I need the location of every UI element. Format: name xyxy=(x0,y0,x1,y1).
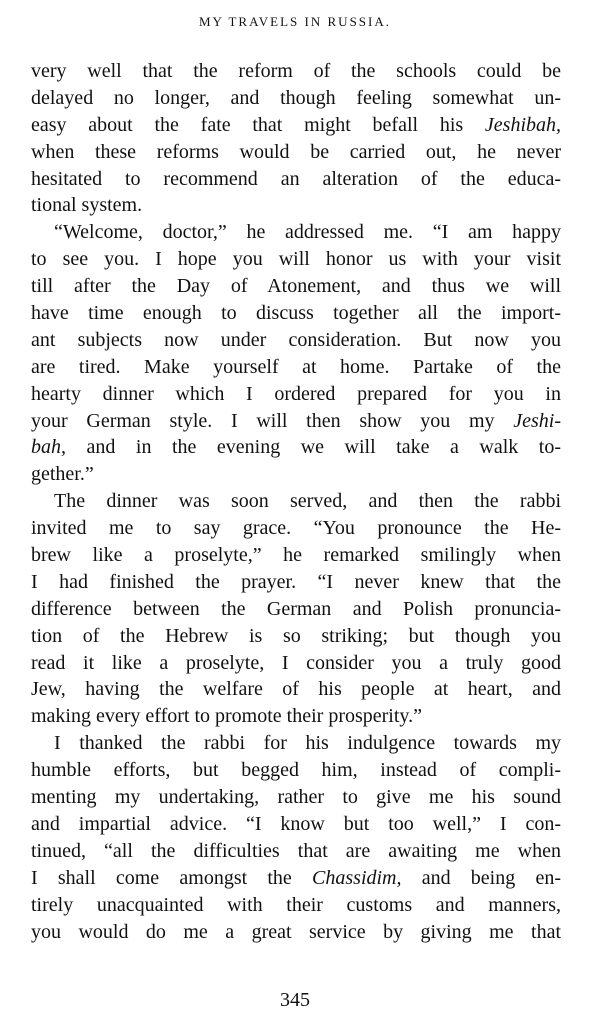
text-span: hesitated to recommend an alteration of the educa- xyxy=(31,167,561,190)
body-text xyxy=(31,58,561,945)
text-span: and being en- xyxy=(401,866,561,889)
text-line xyxy=(31,219,561,246)
italic-text: bah, xyxy=(31,436,66,459)
text-span: invited me to say grace. “You pronounce the He- xyxy=(31,517,561,540)
text-line xyxy=(31,919,561,946)
text-line xyxy=(31,488,561,515)
text-line xyxy=(31,300,561,327)
text-line xyxy=(31,892,561,919)
text-line xyxy=(31,434,561,461)
text-span: tirely unacquainted with their customs and manners, xyxy=(31,893,561,916)
text-span: Jew, having the welfare of his people at heart, and xyxy=(31,678,561,701)
text-line xyxy=(31,354,561,381)
text-span: I had finished the prayer. “I never knew that the xyxy=(31,570,561,593)
text-line xyxy=(31,542,561,569)
italic-text: Chassidim, xyxy=(312,866,402,889)
text-span: making every effort to promote their prosperity.” xyxy=(31,705,422,728)
text-line xyxy=(31,703,561,730)
text-span: hearty dinner which I ordered prepared for you in xyxy=(31,382,561,405)
text-line xyxy=(31,461,561,488)
text-line xyxy=(31,596,561,623)
text-line xyxy=(31,408,561,435)
text-span: The dinner was soon served, and then the rabbi xyxy=(54,490,561,513)
text-span: tion of the Hebrew is so striking; but though you xyxy=(31,624,561,647)
text-line xyxy=(31,865,561,892)
text-span: menting my undertaking, rather to give me his sound xyxy=(31,786,561,809)
text-span: difference between the German and Polish pronuncia- xyxy=(31,597,561,620)
running-head: MY TRAVELS IN RUSSIA. xyxy=(198,14,391,29)
text-span: gether.” xyxy=(31,463,94,486)
text-line xyxy=(31,676,561,703)
text-span: humble efforts, but begged him, instead of compli- xyxy=(31,759,561,782)
text-line xyxy=(31,784,561,811)
text-span: delayed no longer, and though feeling somewhat un- xyxy=(31,86,561,109)
text-line xyxy=(31,811,561,838)
page-number: 345 xyxy=(280,989,310,1011)
text-span: when these reforms would be carried out, he never xyxy=(31,140,561,163)
text-line xyxy=(31,569,561,596)
text-span: I thanked the rabbi for his indulgence towards my xyxy=(54,732,561,755)
text-span: tinued, “all the difficulties that are awaiting me when xyxy=(31,839,561,862)
text-span: to see you. I hope you will honor us with your visit xyxy=(31,248,561,271)
text-line xyxy=(31,838,561,865)
text-span: you would do me a great service by giving me that xyxy=(31,920,561,943)
text-line xyxy=(31,85,561,112)
text-span: tional system. xyxy=(31,194,143,217)
text-line xyxy=(31,58,561,85)
text-span: I shall come amongst the xyxy=(31,866,313,889)
text-span: your German style. I will then show you my xyxy=(31,409,514,432)
text-span: “Welcome, doctor,” he addressed me. “I am happy xyxy=(54,221,561,244)
text-span: ant subjects now under consideration. But now you xyxy=(31,328,561,351)
text-line xyxy=(31,623,561,650)
text-span: till after the Day of Atonement, and thus we will xyxy=(31,275,561,298)
text-span: very well that the reform of the schools could be xyxy=(31,60,561,82)
text-line xyxy=(31,327,561,354)
text-span: have time enough to discuss together all the import- xyxy=(31,302,561,325)
text-span: and impartial advice. “I know but too well,” I con- xyxy=(31,812,561,835)
text-span: read it like a proselyte, I consider you a truly good xyxy=(31,651,561,674)
text-line xyxy=(31,139,561,166)
italic-text: Jeshibah, xyxy=(484,113,561,136)
text-span: are tired. Make yourself at home. Partake of the xyxy=(31,355,561,378)
text-line xyxy=(31,246,561,273)
text-line xyxy=(31,192,561,219)
text-line xyxy=(31,757,561,784)
text-span: brew like a proselyte,” he remarked smilingly when xyxy=(31,544,561,567)
text-span: easy about the fate that might befall his xyxy=(31,113,485,136)
text-line xyxy=(31,112,561,139)
text-span: and in the evening we will take a walk to- xyxy=(66,436,561,459)
text-line xyxy=(31,166,561,193)
text-line xyxy=(31,730,561,757)
text-line xyxy=(31,381,561,408)
text-line xyxy=(31,650,561,677)
italic-text: Jeshi- xyxy=(513,409,561,432)
text-line xyxy=(31,273,561,300)
text-line xyxy=(31,515,561,542)
